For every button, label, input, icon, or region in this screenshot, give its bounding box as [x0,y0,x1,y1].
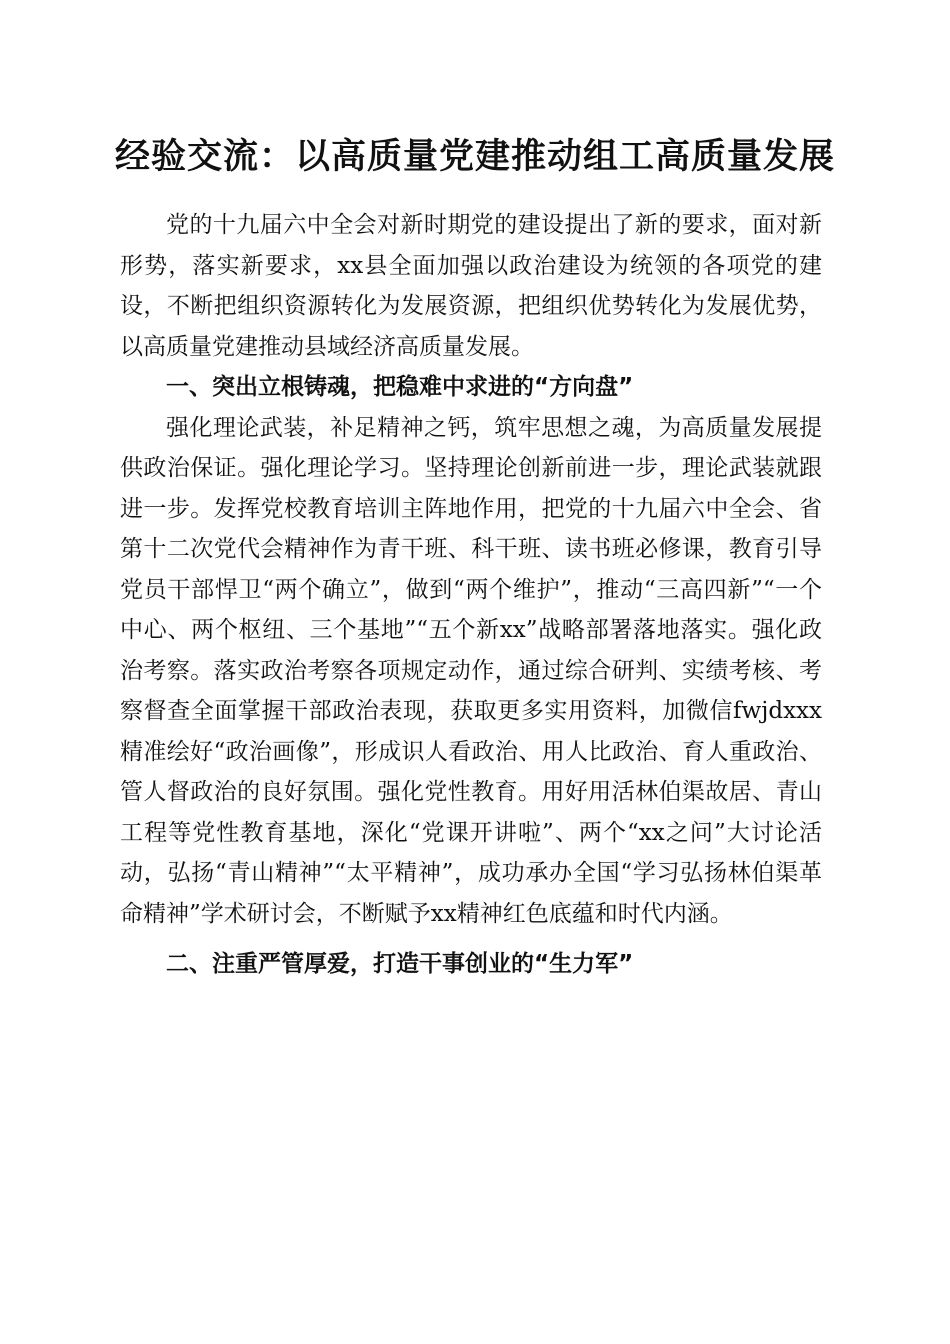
document-body [120,205,822,985]
section-2-heading: 二、注重严管厚爱，打造干事创业的“生力军” [166,951,634,977]
intro-paragraph: 党的十九届六中全会对新时期党的建设提出了新的要求，面对新形势，落实新要求，xx县全面加强以政治建设为统领的各项党的建设，不断把组织资源转化为发展资源，把组织优势转化为发展优势，以高质量党建推动县域经济高质量发展。 [120,212,822,360]
section-1-paragraph: 强化理论武装，补足精神之钙，筑牢思想之魂，为高质量发展提供政治保证。强化理论学习。坚持理论创新前进一步，理论武装就跟进一步。发挥党校教育培训主阵地作用，把党的十九届六中全会、省第十二次党代会精神作为青干班、科干班、读书班必修课，教育引导党员干部悍卫“两个确立”，做到“两个维护”，推动“三高四新”“一个中心、两个枢纽、三个基地”“五个新xx”战略部署落地落实。强化政治考察。落实政治考察各项规定动作，通过综合研判、实绩考核、考察督查全面掌握干部政治表现，获取更多实用资料，加微信fwjdxxx精准绘好“政治画像”，形成识人看政治、用人比政治、育人重政治、管人督政治的良好氛围。强化党性教育。用好用活林伯渠故居、青山工程等党性教育基地，深化“党课开讲啦”、两个“xx之问”大讨论活动，弘扬“青山精神”“太平精神”，成功承办全国“学习弘扬林伯渠革命精神”学术研讨会，不断赋予xx精神红色底蕴和时代内涵。 [120,414,822,927]
section-1-heading: 一、突出立根铸魂，把稳难中求进的“方向盘” [166,374,634,400]
document-title: 经验交流：以高质量党建推动组工高质量发展 [114,136,835,177]
